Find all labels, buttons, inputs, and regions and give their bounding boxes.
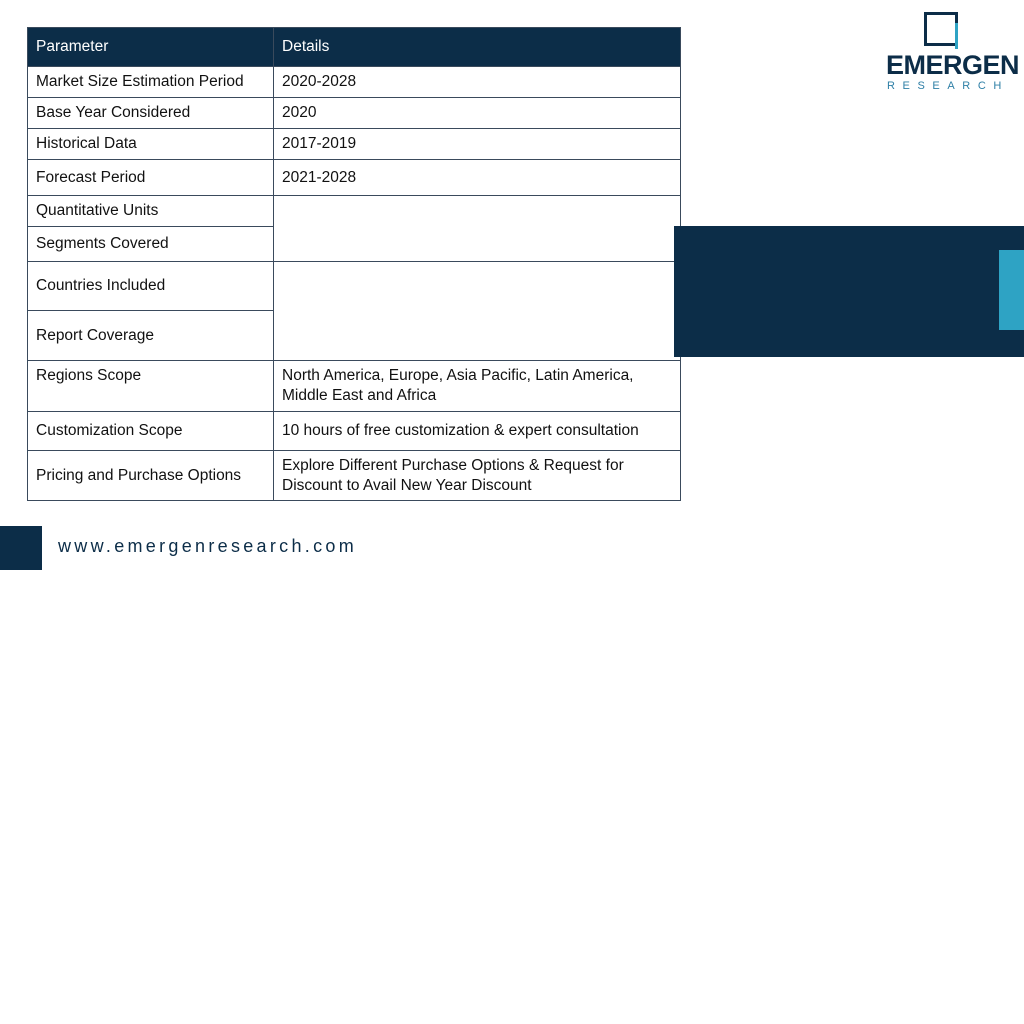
row-param: Base Year Considered xyxy=(28,98,274,129)
row-param: Report Coverage xyxy=(28,311,274,361)
row-param: Historical Data xyxy=(28,129,274,160)
row-details-empty xyxy=(274,196,681,262)
logo-wordmark: EMERGEN xyxy=(886,50,1020,80)
row-param: Countries Included xyxy=(28,262,274,311)
table-header-row xyxy=(28,28,681,67)
row-details-empty xyxy=(274,262,681,361)
row-param: Forecast Period xyxy=(28,160,274,196)
table-row xyxy=(28,98,681,129)
row-details: 2020-2028 xyxy=(274,67,681,98)
header-parameter: Parameter xyxy=(28,28,274,67)
row-param: Customization Scope xyxy=(28,412,274,451)
table-row xyxy=(28,412,681,451)
row-details: 10 hours of free customization & expert consultation xyxy=(274,412,681,451)
table-row xyxy=(28,129,681,160)
row-param: Quantitative Units xyxy=(28,196,274,227)
table-row xyxy=(28,451,681,501)
logo-subtitle: RESEARCH xyxy=(887,80,1009,92)
row-details: North America, Europe, Asia Pacific, Latin America, Middle East and Africa xyxy=(274,361,681,412)
report-scope-table xyxy=(27,27,681,501)
row-param: Segments Covered xyxy=(28,227,274,262)
table-row xyxy=(28,361,681,412)
row-param: Market Size Estimation Period xyxy=(28,67,274,98)
row-details: 2017-2019 xyxy=(274,129,681,160)
table-row xyxy=(28,160,681,196)
table-row xyxy=(28,67,681,98)
logo-square-icon xyxy=(924,12,958,46)
table-row xyxy=(28,196,681,227)
row-param: Pricing and Purchase Options xyxy=(28,451,274,501)
table-row xyxy=(28,262,681,311)
footer-square xyxy=(0,526,42,570)
row-param: Regions Scope xyxy=(28,361,274,412)
emergen-logo xyxy=(880,10,1020,92)
website-url[interactable]: www.emergenresearch.com xyxy=(58,536,357,556)
dark-side-panel xyxy=(674,226,1024,357)
accent-bar xyxy=(999,250,1024,330)
row-details: 2021-2028 xyxy=(274,160,681,196)
header-details: Details xyxy=(274,28,681,67)
row-details: Explore Different Purchase Options & Request for Discount to Avail New Year Discount xyxy=(274,451,681,501)
row-details: 2020 xyxy=(274,98,681,129)
